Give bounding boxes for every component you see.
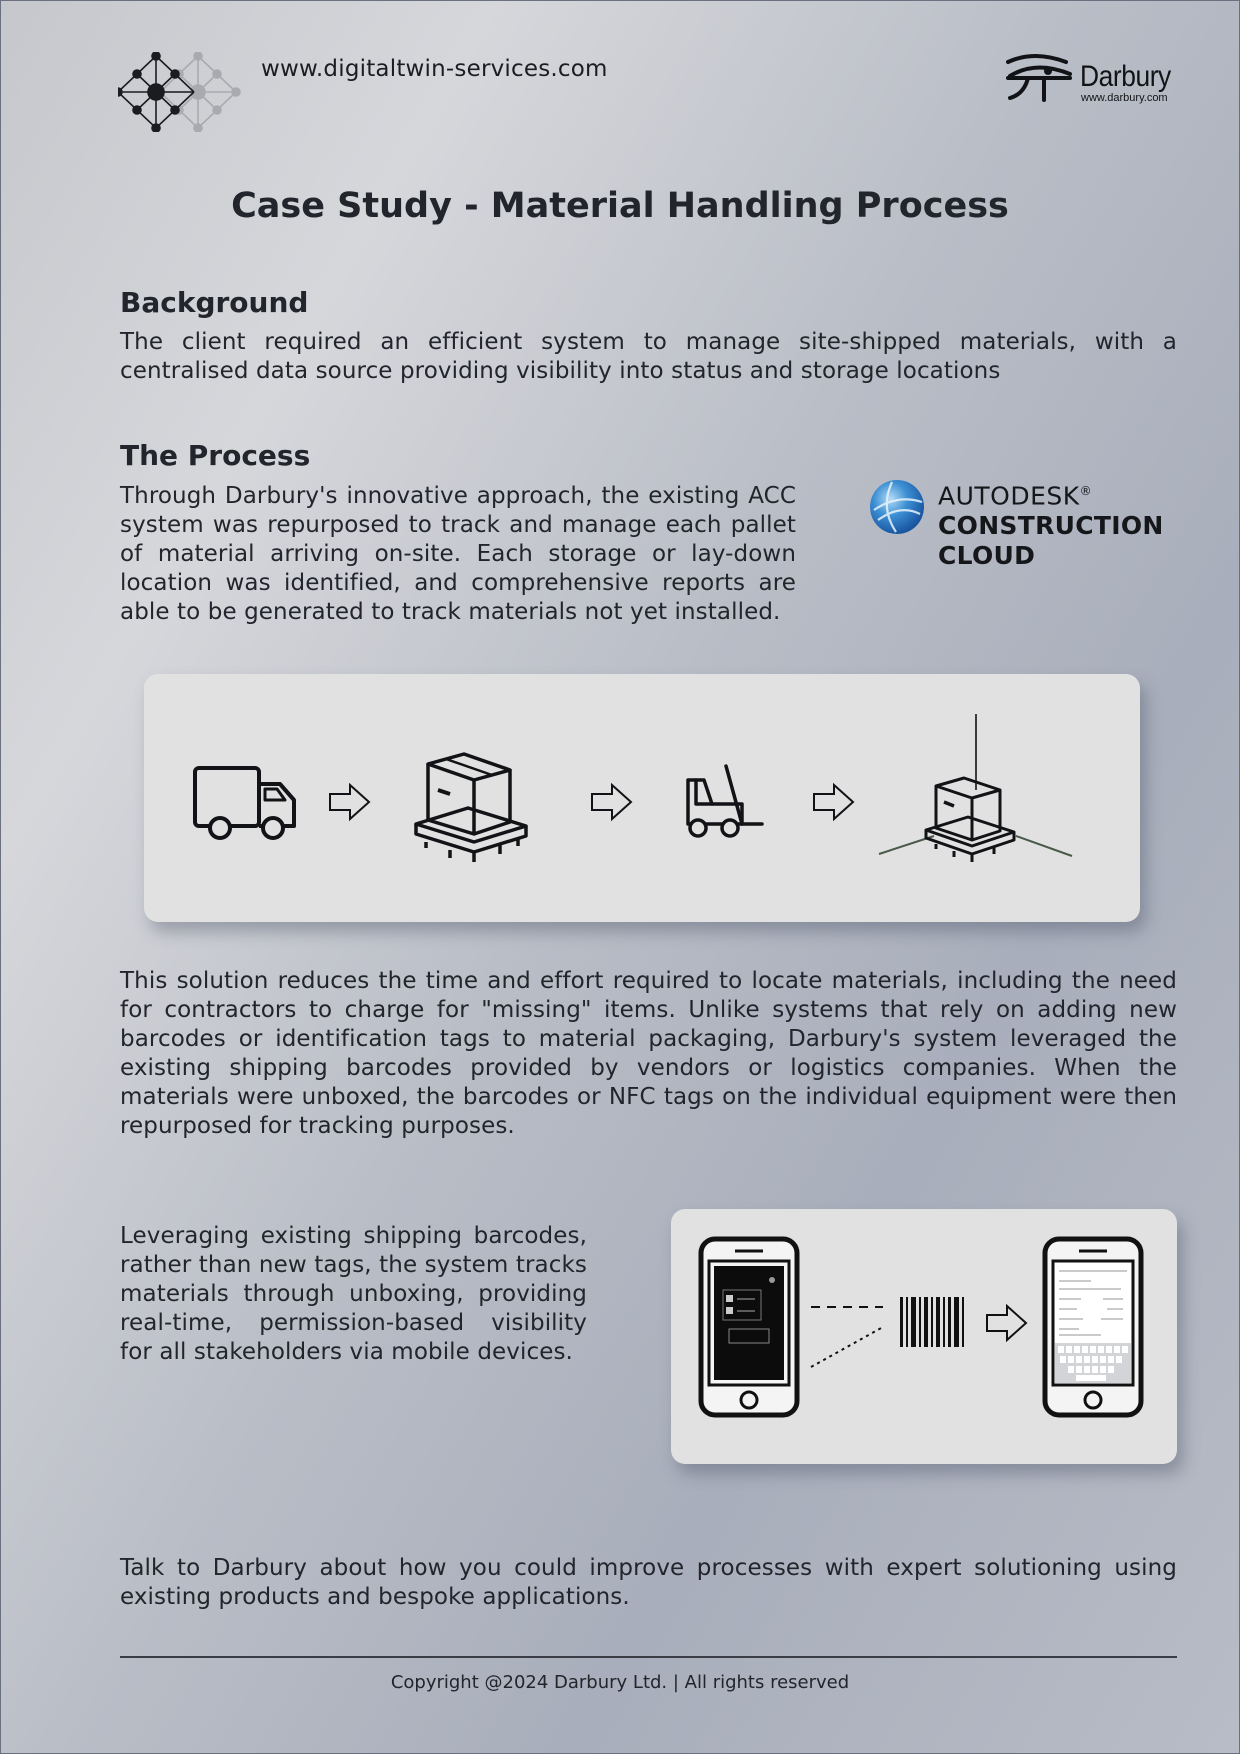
darbury-brand xyxy=(1004,54,1184,106)
copyright-footer: Copyright @2024 Darbury Ltd. | All rights reserved xyxy=(390,1672,850,1693)
page-title: Case Study - Material Handling Process xyxy=(231,186,1009,226)
arrow-right-icon xyxy=(814,785,853,819)
phone-form-icon xyxy=(1045,1239,1141,1415)
autodesk-construction-cloud-logo xyxy=(870,478,1170,571)
phone-scanner-icon xyxy=(701,1239,797,1415)
mobile-text: Leveraging existing shipping barcodes, rather than new tags, the system tracks materials through unboxing, providing real-time, permission-based visibility for all stakeholders via mobile devices. xyxy=(120,1223,587,1365)
acc-cloud-text: CLOUD xyxy=(938,541,1036,571)
acc-autodesk-text: AUTODESK xyxy=(938,481,1080,511)
process-flow-card xyxy=(144,674,1140,922)
brand-url[interactable]: www.darbury.com xyxy=(1081,92,1168,104)
truck-icon xyxy=(195,768,294,838)
mobile-scanning-card xyxy=(671,1209,1177,1464)
background-text: The client required an efficient system to manage site-shipped materials, with a centralised data source providing visibility into status and storage locations xyxy=(120,329,1177,384)
arrow-right-icon xyxy=(592,785,631,819)
arrow-right-icon xyxy=(987,1306,1026,1340)
footer-divider xyxy=(120,1656,1177,1658)
mobile-scanning-diagram xyxy=(671,1209,1177,1464)
scan-line-icon xyxy=(811,1327,883,1367)
brand-name: Darbury xyxy=(1080,60,1171,93)
acc-registered-mark: ® xyxy=(1079,484,1093,498)
arrow-right-icon xyxy=(330,785,369,819)
eye-of-horus-icon xyxy=(1004,54,1076,106)
solution-text: This solution reduces the time and effort required to locate materials, including the need for contractors to charge for "missing" items. Unlike systems that rely on adding new barcodes or identification tags to material packaging, Darbury's system leveraged the existing shipping barcodes provided by vendors or logistics companies. When the materials were unboxed, the barcodes or NFC tags on the individual equipment were then repurposed for tracking purposes. xyxy=(120,968,1177,1139)
pallet-box-icon xyxy=(416,754,526,862)
storage-location-icon xyxy=(879,714,1072,862)
process-flow-diagram xyxy=(144,674,1140,922)
acc-construction-text: CONSTRUCTION xyxy=(938,511,1164,541)
digitaltwin-network-logo-icon xyxy=(118,52,248,132)
barcode-icon xyxy=(900,1297,964,1347)
site-url[interactable]: www.digitaltwin-services.com xyxy=(261,56,608,82)
forklift-icon xyxy=(688,766,762,836)
process-heading: The Process xyxy=(120,439,311,472)
process-text: Through Darbury's innovative approach, the existing ACC system was repurposed to track and manage each pallet of material arriving on-site. Each storage or lay-down location was identified, and comprehensive reports are able to be generated to track materials not yet installed. xyxy=(120,483,796,625)
background-heading: Background xyxy=(120,286,309,319)
call-to-action-text: Talk to Darbury about how you could improve processes with expert solutioning using existing products and bespoke applications. xyxy=(120,1555,1177,1610)
acc-globe-icon xyxy=(870,480,924,534)
